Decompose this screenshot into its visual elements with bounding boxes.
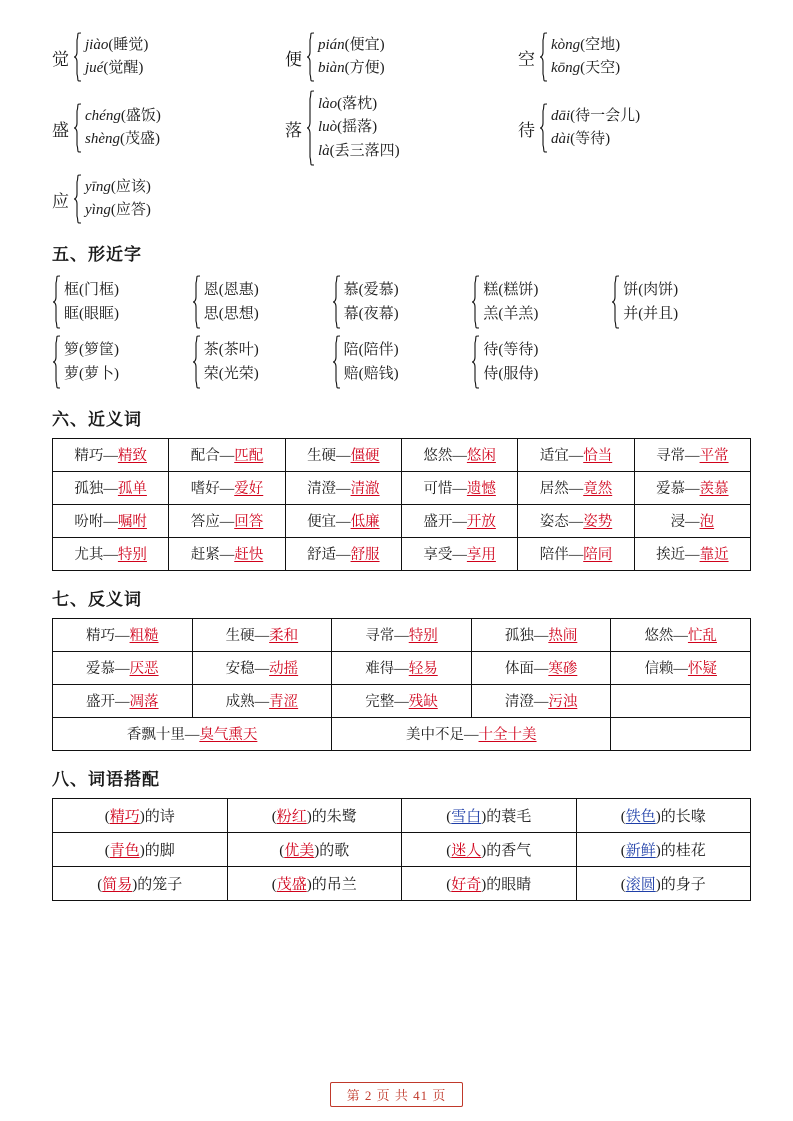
word: (待一会儿) bbox=[570, 107, 641, 124]
word-left: 寻常— bbox=[365, 628, 409, 644]
polyphone-char: 空 bbox=[518, 49, 535, 69]
section-title-collocations: 八、词语搭配 bbox=[52, 770, 160, 789]
word-left: 赶紧— bbox=[190, 547, 235, 563]
table-cell bbox=[401, 439, 517, 472]
noun: 的歌 bbox=[319, 842, 350, 859]
table-cell bbox=[518, 538, 634, 571]
similar-item: 茶(茶叶) bbox=[203, 342, 259, 358]
similar-group bbox=[52, 333, 192, 391]
table-cell: (铁色)的长喙 bbox=[576, 799, 751, 833]
table-cell bbox=[169, 538, 285, 571]
table-cell bbox=[169, 472, 285, 505]
modifier: 铁色 bbox=[625, 808, 656, 825]
word-right: 低廉 bbox=[350, 514, 380, 530]
modifier: 简易 bbox=[102, 876, 133, 893]
table-cell bbox=[471, 619, 611, 652]
word-left: 悠然— bbox=[644, 628, 688, 644]
pinyin: biàn bbox=[318, 60, 345, 76]
word-left: 居然— bbox=[539, 481, 584, 497]
brace-icon bbox=[52, 275, 61, 329]
similar-group bbox=[52, 273, 192, 331]
table-cell: (简易)的笼子 bbox=[53, 867, 228, 901]
word-right: 柔和 bbox=[269, 628, 299, 644]
polyphone-row bbox=[52, 172, 751, 226]
similar-item: 糕(糕饼) bbox=[483, 282, 539, 298]
word-right: 享用 bbox=[466, 547, 496, 563]
pinyin: dāi bbox=[551, 107, 571, 124]
table-cell bbox=[53, 505, 169, 538]
table-cell bbox=[471, 685, 611, 718]
polyphone-item bbox=[85, 176, 151, 199]
table-cell bbox=[285, 505, 401, 538]
similar-item: 并(并且) bbox=[623, 306, 679, 322]
word-right: 悠闲 bbox=[466, 448, 496, 464]
brace-icon bbox=[192, 275, 201, 329]
table-cell bbox=[53, 652, 193, 685]
word-right: 忙乱 bbox=[687, 628, 717, 644]
polyphone-item bbox=[85, 128, 161, 151]
word-left: 盛开— bbox=[423, 514, 467, 530]
similar-row bbox=[52, 333, 751, 391]
polyphone-entry bbox=[52, 30, 285, 84]
word: (盛饭) bbox=[120, 107, 161, 124]
modifier: 滚圆 bbox=[625, 876, 656, 893]
polyphone-entry bbox=[518, 30, 751, 84]
collocations-table bbox=[52, 798, 751, 901]
word-left: 配合— bbox=[190, 448, 235, 464]
table-cell bbox=[518, 472, 634, 505]
similar-item: 恩(恩惠) bbox=[203, 282, 259, 298]
word: (丢三落四) bbox=[329, 142, 400, 159]
similar-group bbox=[611, 273, 751, 331]
table-cell: (好奇)的眼睛 bbox=[402, 867, 577, 901]
word-right: 污浊 bbox=[548, 694, 578, 710]
word-left: 吩咐— bbox=[74, 514, 118, 530]
table-cell bbox=[634, 538, 750, 571]
word: (觉醒) bbox=[103, 60, 144, 76]
table-cell bbox=[332, 652, 472, 685]
word-right: 爱好 bbox=[234, 481, 264, 497]
table-cell: (迷人)的香气 bbox=[402, 833, 577, 867]
similar-item: 幕(夜幕) bbox=[343, 306, 399, 322]
modifier: 粉红 bbox=[276, 808, 307, 825]
pinyin: luò bbox=[318, 119, 338, 136]
modifier: 好奇 bbox=[451, 876, 482, 893]
word-right: 寒碜 bbox=[548, 661, 578, 677]
word: (茂盛) bbox=[120, 131, 160, 147]
word-right: 孤单 bbox=[117, 481, 147, 497]
noun: 的朱鹭 bbox=[311, 808, 357, 825]
polyphone-entry bbox=[285, 90, 518, 166]
pinyin: dài bbox=[551, 131, 571, 147]
word-right: 泡 bbox=[699, 514, 715, 530]
word: (睡觉) bbox=[108, 36, 149, 53]
brace-icon bbox=[539, 103, 548, 153]
word-left: 可惜— bbox=[423, 481, 467, 497]
similar-item: 饼(肉饼) bbox=[623, 282, 679, 298]
word-right: 残缺 bbox=[408, 694, 438, 710]
brace-icon bbox=[539, 32, 548, 82]
pinyin: jué bbox=[85, 60, 104, 76]
word-left: 难得— bbox=[365, 661, 409, 677]
polyphone-item bbox=[318, 116, 400, 139]
word-left: 精巧— bbox=[86, 628, 130, 644]
polyphone-item bbox=[318, 34, 385, 57]
word-right: 开放 bbox=[466, 514, 496, 530]
polyphone-char: 应 bbox=[52, 191, 69, 211]
section-title-similar: 五、形近字 bbox=[52, 245, 142, 264]
table-cell bbox=[634, 505, 750, 538]
polyphone-char: 待 bbox=[518, 120, 535, 140]
modifier: 雪白 bbox=[451, 808, 482, 825]
table-cell bbox=[611, 652, 751, 685]
page-number: 第 2 页 共 41 页 bbox=[330, 1082, 464, 1107]
brace-icon bbox=[52, 335, 61, 389]
similar-item: 萝(萝卜) bbox=[64, 366, 119, 382]
table-cell: (滚圆)的身子 bbox=[576, 867, 751, 901]
word-left: 安稳— bbox=[225, 661, 270, 677]
modifier: 茂盛 bbox=[276, 876, 307, 893]
table-cell bbox=[611, 619, 751, 652]
brace-icon bbox=[471, 335, 480, 389]
word-right: 羡慕 bbox=[699, 481, 729, 497]
word-right: 臭气熏天 bbox=[199, 727, 258, 743]
similar-item: 荣(光荣) bbox=[203, 366, 259, 382]
word-left: 盛开— bbox=[86, 694, 130, 710]
table-cell bbox=[53, 472, 169, 505]
table-cell bbox=[634, 439, 750, 472]
word-left: 享受— bbox=[423, 547, 467, 563]
table-row bbox=[53, 685, 751, 718]
table-cell bbox=[332, 619, 472, 652]
polyphone-item bbox=[85, 105, 161, 128]
word-right: 陪同 bbox=[583, 547, 613, 563]
word-right: 回答 bbox=[234, 514, 264, 530]
pinyin: lào bbox=[318, 96, 338, 113]
word: (方便) bbox=[344, 60, 385, 76]
word-left: 寻常— bbox=[656, 448, 700, 464]
word-right: 清澈 bbox=[350, 481, 380, 497]
polyphone-char: 盛 bbox=[52, 120, 69, 140]
word: (空地) bbox=[580, 36, 621, 53]
pinyin: yìng bbox=[85, 202, 111, 218]
table-cell: (精巧)的诗 bbox=[53, 799, 228, 833]
word: (应该) bbox=[110, 178, 151, 195]
table-row bbox=[53, 867, 751, 901]
similar-group bbox=[471, 333, 611, 391]
section-title-antonyms: 七、反义词 bbox=[52, 590, 142, 609]
page-footer bbox=[0, 1082, 793, 1107]
table-cell bbox=[192, 652, 332, 685]
polyphone-item bbox=[85, 34, 148, 57]
antonyms-table bbox=[52, 618, 751, 751]
table-row bbox=[53, 538, 751, 571]
word-right: 姿势 bbox=[583, 514, 613, 530]
word-right: 动摇 bbox=[269, 661, 299, 677]
noun: 的吊兰 bbox=[311, 876, 357, 893]
word-right: 特别 bbox=[408, 628, 438, 644]
similar-item: 赔(赔钱) bbox=[343, 366, 399, 382]
word-right: 僵硬 bbox=[350, 448, 380, 464]
pinyin: là bbox=[318, 142, 330, 159]
brace-icon bbox=[73, 103, 82, 153]
table-row bbox=[53, 619, 751, 652]
brace-icon bbox=[471, 275, 480, 329]
noun: 的长喙 bbox=[660, 808, 706, 825]
table-row bbox=[53, 799, 751, 833]
word-left: 完整— bbox=[365, 694, 409, 710]
word: (天空) bbox=[580, 60, 621, 76]
pinyin: kōng bbox=[551, 60, 581, 76]
word-left: 生硬— bbox=[225, 628, 270, 644]
table-cell bbox=[285, 472, 401, 505]
similar-row bbox=[52, 273, 751, 331]
word-right: 匹配 bbox=[234, 448, 264, 464]
table-cell bbox=[53, 718, 332, 751]
polyphone-item bbox=[85, 199, 151, 222]
brace-icon bbox=[332, 335, 341, 389]
noun: 的诗 bbox=[144, 808, 175, 825]
table-cell: (青色)的脚 bbox=[53, 833, 228, 867]
similar-item: 陪(陪伴) bbox=[343, 342, 399, 358]
table-row bbox=[53, 652, 751, 685]
brace-icon bbox=[332, 275, 341, 329]
similar-group bbox=[192, 273, 332, 331]
table-cell: (优美)的歌 bbox=[227, 833, 402, 867]
word-left: 爱慕— bbox=[656, 481, 700, 497]
similar-item: 思(思想) bbox=[203, 306, 259, 322]
word-right: 靠近 bbox=[699, 547, 729, 563]
noun: 的身子 bbox=[660, 876, 706, 893]
pinyin: kòng bbox=[551, 36, 581, 53]
table-cell: (茂盛)的吊兰 bbox=[227, 867, 402, 901]
table-cell: (粉红)的朱鹭 bbox=[227, 799, 402, 833]
noun: 的桂花 bbox=[660, 842, 706, 859]
table-cell bbox=[332, 718, 611, 751]
table-cell bbox=[53, 685, 193, 718]
word-left: 生硬— bbox=[307, 448, 351, 464]
word-left: 浸— bbox=[670, 514, 700, 530]
modifier: 精巧 bbox=[109, 808, 140, 825]
table-cell bbox=[471, 652, 611, 685]
polyphone-row bbox=[52, 30, 751, 84]
table-cell bbox=[634, 472, 750, 505]
table-cell: (雪白)的蓑毛 bbox=[402, 799, 577, 833]
similar-item: 侍(服侍) bbox=[483, 366, 539, 382]
word-left: 悠然— bbox=[423, 448, 467, 464]
table-cell bbox=[192, 619, 332, 652]
polyphone-item bbox=[551, 128, 640, 151]
polyphone-entry-empty bbox=[518, 172, 751, 226]
table-cell: (新鲜)的桂花 bbox=[576, 833, 751, 867]
word-left: 答应— bbox=[190, 514, 235, 530]
table-cell bbox=[192, 685, 332, 718]
noun: 的蓑毛 bbox=[486, 808, 532, 825]
word-right: 特别 bbox=[117, 547, 147, 563]
table-row bbox=[53, 439, 751, 472]
table-cell-empty bbox=[611, 685, 751, 718]
table-cell bbox=[169, 439, 285, 472]
similar-group bbox=[332, 273, 472, 331]
pinyin: chéng bbox=[85, 107, 121, 124]
word-right: 十全十美 bbox=[478, 727, 537, 743]
polyphone-entry bbox=[285, 30, 518, 84]
word-right: 厌恶 bbox=[129, 661, 159, 677]
table-row bbox=[53, 472, 751, 505]
noun: 的眼睛 bbox=[486, 876, 532, 893]
word-left: 适宜— bbox=[539, 448, 584, 464]
word-left: 信赖— bbox=[644, 661, 688, 677]
word-left: 舒适— bbox=[307, 547, 351, 563]
word-right: 凋落 bbox=[129, 694, 159, 710]
word: (落枕) bbox=[337, 96, 378, 113]
similar-item: 慕(爱慕) bbox=[343, 282, 399, 298]
word-right: 热闹 bbox=[548, 628, 578, 644]
word-right: 平常 bbox=[699, 448, 729, 464]
table-cell bbox=[53, 538, 169, 571]
word-right: 赶快 bbox=[234, 547, 264, 563]
polyphone-entry bbox=[518, 90, 751, 166]
similar-group bbox=[471, 273, 611, 331]
pinyin: shèng bbox=[85, 131, 120, 147]
synonyms-table bbox=[52, 438, 751, 571]
word-left: 成熟— bbox=[225, 694, 270, 710]
similar-item: 箩(箩筐) bbox=[64, 342, 119, 358]
similar-item: 待(等待) bbox=[483, 342, 539, 358]
word-left: 嗜好— bbox=[190, 481, 235, 497]
word-left: 精巧— bbox=[74, 448, 118, 464]
table-row bbox=[53, 505, 751, 538]
table-cell bbox=[169, 505, 285, 538]
polyphone-row bbox=[52, 90, 751, 166]
word-right: 竟然 bbox=[583, 481, 613, 497]
polyphone-char: 落 bbox=[285, 120, 302, 140]
modifier: 优美 bbox=[284, 842, 315, 859]
brace-icon bbox=[611, 275, 620, 329]
word-right: 粗糙 bbox=[129, 628, 159, 644]
word-left: 香飘十里— bbox=[126, 727, 200, 743]
word-right: 精致 bbox=[117, 448, 147, 464]
table-cell bbox=[285, 439, 401, 472]
polyphone-item bbox=[318, 140, 400, 163]
word-left: 清澄— bbox=[504, 694, 549, 710]
table-cell bbox=[401, 472, 517, 505]
table-cell bbox=[401, 538, 517, 571]
modifier: 迷人 bbox=[451, 842, 482, 859]
table-cell-empty bbox=[611, 718, 751, 751]
word-left: 尤其— bbox=[74, 547, 118, 563]
word-left: 爱慕— bbox=[86, 661, 130, 677]
similar-group bbox=[332, 333, 472, 391]
word-right: 轻易 bbox=[408, 661, 438, 677]
polyphone-char: 便 bbox=[285, 49, 302, 69]
table-cell bbox=[518, 505, 634, 538]
polyphone-char: 觉 bbox=[52, 49, 69, 69]
brace-icon bbox=[306, 90, 315, 166]
section-title-synonyms: 六、近义词 bbox=[52, 410, 142, 429]
word-left: 体面— bbox=[504, 661, 549, 677]
brace-icon bbox=[73, 174, 82, 224]
word-right: 青涩 bbox=[269, 694, 299, 710]
word-left: 清澄— bbox=[307, 481, 351, 497]
word-right: 怀疑 bbox=[687, 661, 717, 677]
table-cell bbox=[401, 505, 517, 538]
polyphone-item bbox=[551, 34, 620, 57]
table-cell bbox=[53, 619, 193, 652]
brace-icon bbox=[192, 335, 201, 389]
brace-icon bbox=[306, 32, 315, 82]
table-cell bbox=[518, 439, 634, 472]
word: (等待) bbox=[570, 131, 611, 147]
similar-char-section bbox=[52, 273, 751, 391]
polyphone-item bbox=[551, 105, 640, 128]
polyphone-section bbox=[52, 30, 751, 226]
pinyin: pián bbox=[318, 36, 345, 53]
polyphone-entry bbox=[52, 90, 285, 166]
word-right: 恰当 bbox=[583, 448, 613, 464]
pinyin: jiào bbox=[85, 36, 109, 53]
word-left: 美中不足— bbox=[406, 727, 479, 743]
similar-item: 羔(羊羔) bbox=[483, 306, 539, 322]
word-right: 遗憾 bbox=[466, 481, 496, 497]
polyphone-entry-empty bbox=[285, 172, 518, 226]
word-left: 便宜— bbox=[307, 514, 351, 530]
table-row bbox=[53, 833, 751, 867]
word: (摇落) bbox=[337, 119, 378, 136]
word-left: 孤独— bbox=[74, 481, 118, 497]
similar-item: 眶(眼眶) bbox=[64, 306, 119, 322]
table-cell bbox=[285, 538, 401, 571]
table-cell bbox=[332, 685, 472, 718]
polyphone-item bbox=[551, 57, 620, 80]
polyphone-entry bbox=[52, 172, 285, 226]
word-left: 孤独— bbox=[504, 628, 549, 644]
noun: 的笼子 bbox=[137, 876, 183, 893]
noun: 的香气 bbox=[486, 842, 532, 859]
table-cell bbox=[53, 439, 169, 472]
modifier: 青色 bbox=[109, 842, 140, 859]
polyphone-item bbox=[85, 57, 148, 80]
similar-group bbox=[192, 333, 332, 391]
word: (应答) bbox=[110, 202, 151, 218]
word-right: 嘱咐 bbox=[117, 514, 147, 530]
word-right: 舒服 bbox=[350, 547, 380, 563]
brace-icon bbox=[73, 32, 82, 82]
word-left: 陪伴— bbox=[539, 547, 584, 563]
word-left: 挨近— bbox=[656, 547, 700, 563]
polyphone-item bbox=[318, 93, 400, 116]
noun: 的脚 bbox=[144, 842, 175, 859]
similar-item: 框(门框) bbox=[64, 282, 119, 298]
table-row bbox=[53, 718, 751, 751]
word: (便宜) bbox=[344, 36, 385, 53]
word-left: 姿态— bbox=[539, 514, 584, 530]
pinyin: yīng bbox=[85, 178, 111, 195]
modifier: 新鲜 bbox=[625, 842, 656, 859]
polyphone-item bbox=[318, 57, 385, 80]
similar-group-empty bbox=[611, 333, 751, 391]
